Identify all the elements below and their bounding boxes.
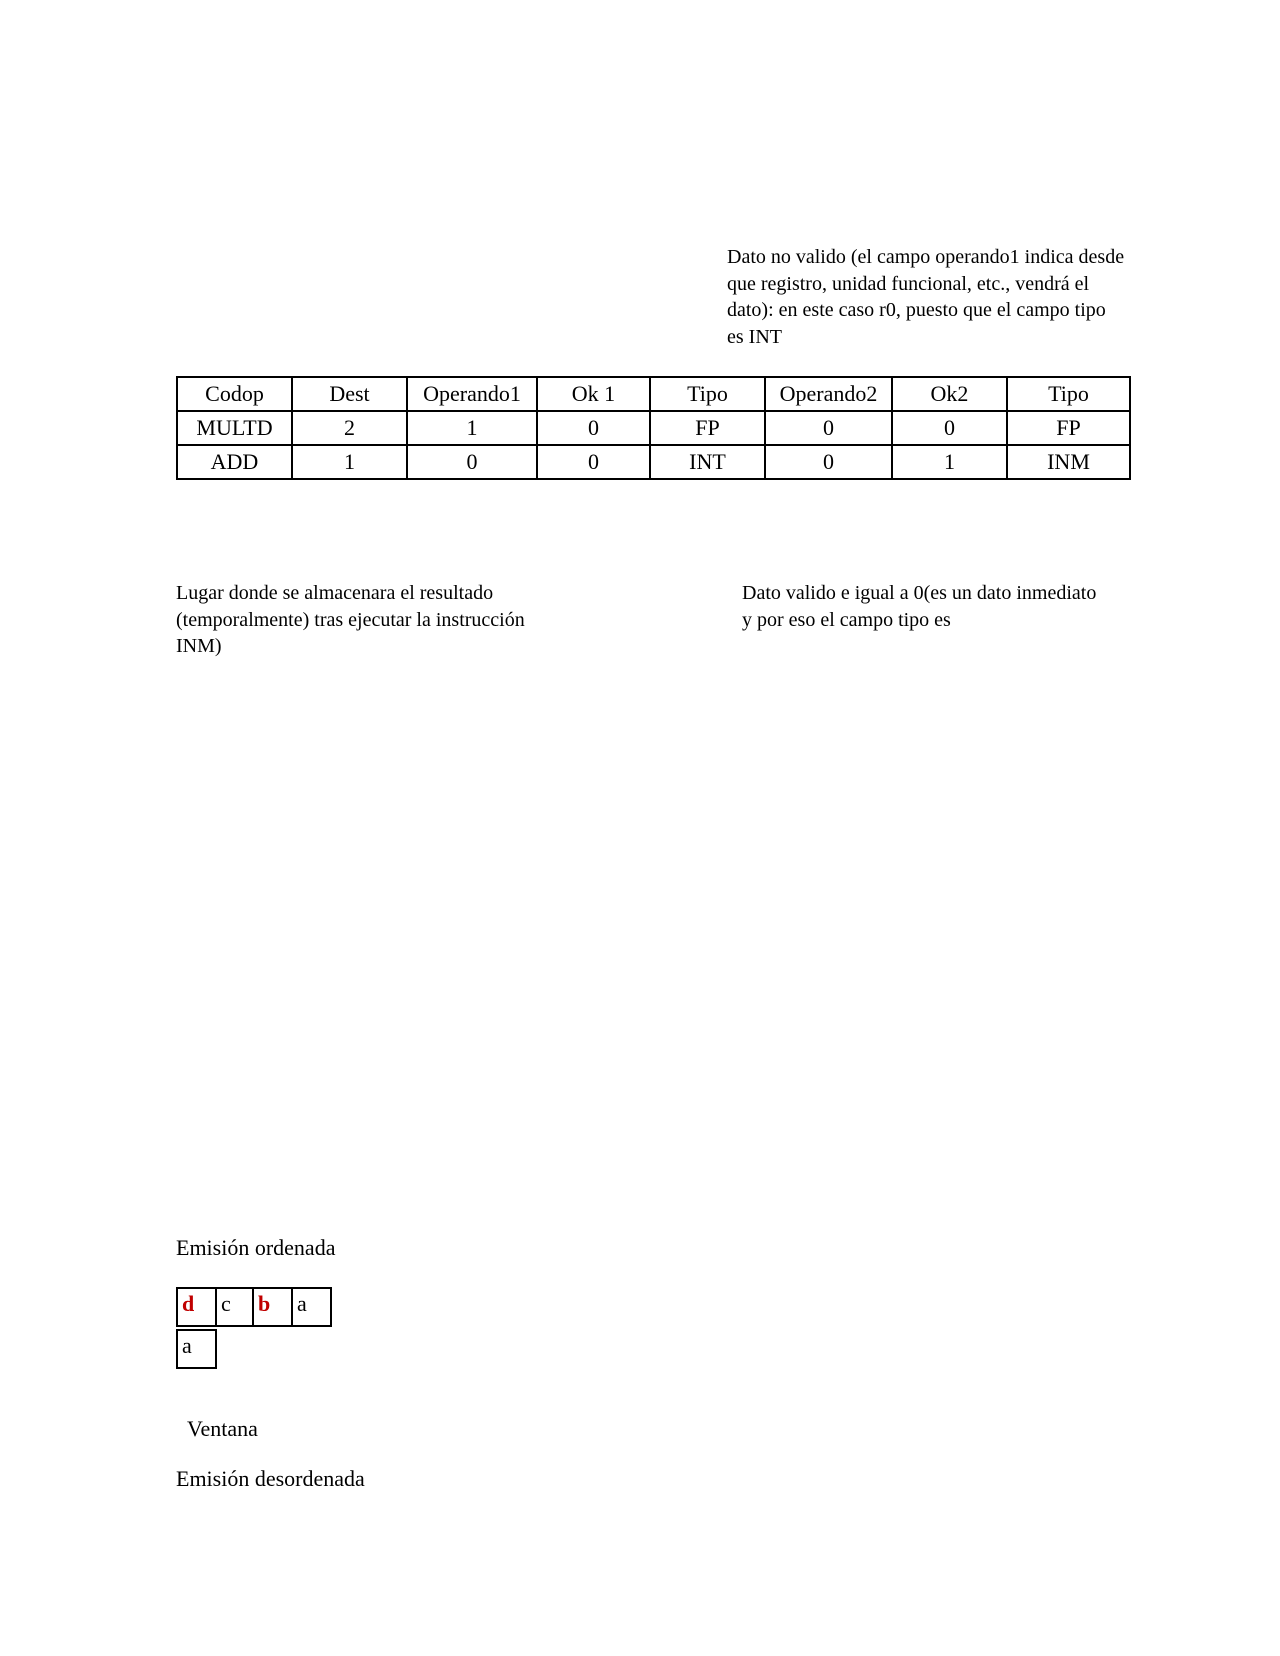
table-cell: ADD — [177, 445, 292, 479]
instruction-window-row — [176, 1329, 215, 1369]
annotation-immediate-explanation: Dato valido e igual a 0(es un dato inmediato y por eso el campo tipo es — [742, 582, 1097, 631]
instruction-cell: a — [176, 1329, 217, 1369]
header-tipo1: Tipo — [650, 377, 765, 411]
table-cell: 0 — [537, 445, 650, 479]
table-cell: INT — [650, 445, 765, 479]
heading-emision-desordenada: Emisión desordenada — [176, 1466, 365, 1491]
table-cell: FP — [1007, 411, 1130, 445]
instruction-cell: c — [215, 1287, 254, 1327]
table-row — [177, 411, 1130, 445]
header-operando1: Operando1 — [407, 377, 537, 411]
table-cell: 1 — [292, 445, 407, 479]
table-cell: INM — [1007, 445, 1130, 479]
header-ok2: Ok2 — [892, 377, 1007, 411]
instruction-cell: a — [291, 1287, 332, 1327]
table-cell: 2 — [292, 411, 407, 445]
table-header-row — [177, 377, 1130, 411]
table-cell: 0 — [407, 445, 537, 479]
table-cell: 1 — [407, 411, 537, 445]
header-operando2: Operando2 — [765, 377, 892, 411]
header-tipo2: Tipo — [1007, 377, 1130, 411]
instruction-cell: b — [252, 1287, 293, 1327]
table-cell: 0 — [765, 445, 892, 479]
annotation-dest-explanation: Lugar donde se almacenara el resultado (temporalmente) tras ejecutar la instrucción INM) — [176, 582, 525, 657]
table-cell: FP — [650, 411, 765, 445]
table-cell: 1 — [892, 445, 1007, 479]
header-codop: Codop — [177, 377, 292, 411]
table-cell: 0 — [765, 411, 892, 445]
heading-emision-ordenada: Emisión ordenada — [176, 1235, 336, 1260]
table-cell: MULTD — [177, 411, 292, 445]
header-dest: Dest — [292, 377, 407, 411]
header-ok1: Ok 1 — [537, 377, 650, 411]
table-cell: 0 — [537, 411, 650, 445]
table-row — [177, 445, 1130, 479]
table-cell: 0 — [892, 411, 1007, 445]
annotation-operando1-invalid: Dato no valido (el campo operando1 indica desde que registro, unidad funcional, etc., vendrá el dato): en este caso r0, puesto que el campo tipo es INT — [727, 246, 1125, 348]
reservation-station-table — [176, 376, 1131, 480]
label-ventana: Ventana — [187, 1416, 258, 1441]
instruction-window-row — [176, 1287, 330, 1327]
instruction-cell: d — [176, 1287, 217, 1327]
